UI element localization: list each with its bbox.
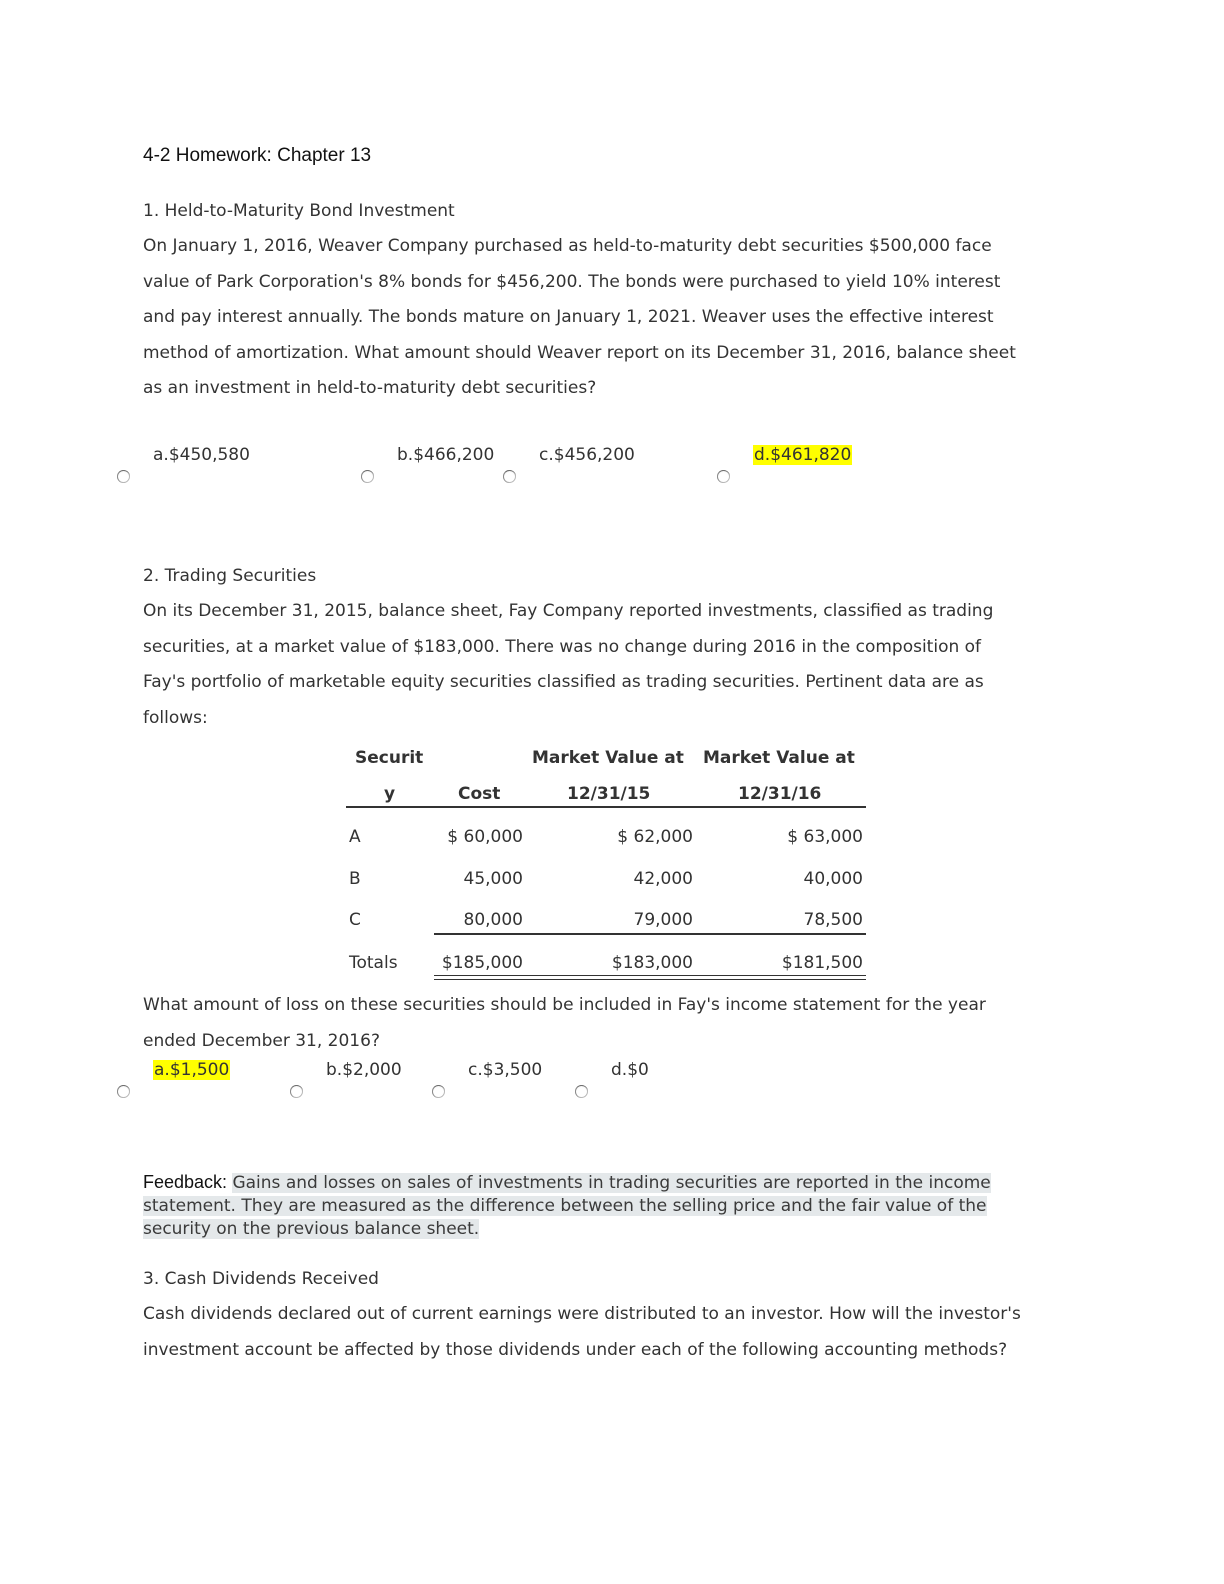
q1-option-b-label: b.$466,200	[397, 445, 495, 465]
header-mv-2015-date: 12/31/15	[567, 784, 651, 804]
q2-option-b-label: b.$2,000	[326, 1060, 402, 1080]
q1-option-d-radio[interactable]	[717, 470, 730, 483]
q2-option-d-radio[interactable]	[575, 1085, 588, 1098]
totals-mv16: $181,500	[781, 953, 863, 973]
table-cell-security: C	[349, 910, 361, 930]
question-3-body	[143, 1297, 1073, 1368]
question-1-line: as an investment in held-to-maturity debt securities?	[143, 378, 597, 399]
table-cell-cost: 80,000	[463, 910, 523, 930]
header-mv-2015: Market Value at	[532, 748, 684, 768]
table-cell-mv16: $ 63,000	[787, 827, 863, 847]
table-cell-cost: 45,000	[463, 869, 523, 889]
header-mv-2016-date: 12/31/16	[738, 784, 822, 804]
question-3-line: investment account be affected by those dividends under each of the following accounting methods?	[143, 1339, 1008, 1360]
question-1-line: value of Park Corporation's 8% bonds for $456,200. The bonds were purchased to yield 10% interest	[143, 271, 1001, 292]
header-mv-2016: Market Value at	[703, 748, 855, 768]
totals-cost: $185,000	[441, 953, 523, 973]
q1-option-d-label	[753, 445, 852, 465]
question-1-heading: 1. Held-to-Maturity Bond Investment	[143, 201, 455, 221]
table-cell-mv15: $ 62,000	[617, 827, 693, 847]
table-cell-cost: $ 60,000	[447, 827, 523, 847]
feedback-block	[143, 1171, 1043, 1241]
question-2-line: follows:	[143, 707, 208, 728]
q2-option-b-radio[interactable]	[290, 1085, 303, 1098]
q2-option-c-label: c.$3,500	[468, 1060, 543, 1080]
q1-option-b-radio[interactable]	[361, 470, 374, 483]
q2-option-a-radio[interactable]	[117, 1085, 130, 1098]
table-cell-mv16: 40,000	[803, 869, 863, 889]
header-security-cont: y	[384, 784, 396, 804]
feedback-label: Feedback:	[143, 1172, 228, 1192]
header-underline	[346, 806, 866, 808]
highlighted-answer: a.$1,500	[154, 1060, 230, 1080]
question-2-prompt	[143, 988, 1073, 1059]
header-cost: Cost	[458, 784, 501, 804]
question-1-body	[143, 229, 1073, 407]
question-2-prompt-line: ended December 31, 2016?	[143, 1030, 380, 1051]
q1-option-c-label: c.$456,200	[539, 445, 635, 465]
question-2-body	[143, 594, 1073, 736]
highlighted-answer: d.$461,820	[754, 445, 852, 465]
totals-label: Totals	[349, 953, 398, 973]
question-2-heading: 2. Trading Securities	[143, 566, 317, 586]
table-cell-security: A	[349, 827, 361, 847]
table-cell-mv15: 79,000	[633, 910, 693, 930]
question-2-line: securities, at a market value of $183,000. There was no change during 2016 in the composition of	[143, 636, 982, 657]
question-2-line: Fay's portfolio of marketable equity securities classified as trading securities. Pertinent data are as	[143, 672, 984, 693]
q1-option-a-label: a.$450,580	[153, 445, 250, 465]
question-1-line: method of amortization. What amount should Weaver report on its December 31, 2016, balance sheet	[143, 342, 1016, 363]
q2-option-a-label	[153, 1060, 230, 1080]
totals-double-rule	[434, 975, 866, 980]
q2-option-d-label: d.$0	[611, 1060, 649, 1080]
subtotal-rule	[434, 933, 866, 935]
q1-option-a-radio[interactable]	[117, 470, 130, 483]
header-security: Securit	[355, 748, 424, 768]
table-cell-mv16: 78,500	[803, 910, 863, 930]
totals-mv15: $183,000	[611, 953, 693, 973]
question-2-prompt-line: What amount of loss on these securities should be included in Fay's income statement for the year	[143, 995, 986, 1015]
question-3-line: Cash dividends declared out of current earnings were distributed to an investor. How will the investor's	[143, 1304, 1021, 1324]
question-1-line: and pay interest annually. The bonds mature on January 1, 2021. Weaver uses the effective interest	[143, 307, 994, 328]
q1-option-c-radio[interactable]	[503, 470, 516, 483]
question-2-line: On its December 31, 2015, balance sheet, Fay Company reported investments, classified as trading	[143, 601, 994, 621]
q2-option-c-radio[interactable]	[432, 1085, 445, 1098]
table-cell-mv15: 42,000	[633, 869, 693, 889]
question-3-heading: 3. Cash Dividends Received	[143, 1269, 379, 1289]
feedback-text: Gains and losses on sales of investments in trading securities are reported in the income statement. They are measured as the difference between the selling price and the fair value of the security on the previous balance sheet.	[143, 1173, 991, 1239]
page-title: 4-2 Homework: Chapter 13	[143, 145, 372, 166]
table-cell-security: B	[349, 869, 361, 889]
question-1-line: On January 1, 2016, Weaver Company purchased as held-to-maturity debt securities $500,000 face	[143, 236, 992, 256]
